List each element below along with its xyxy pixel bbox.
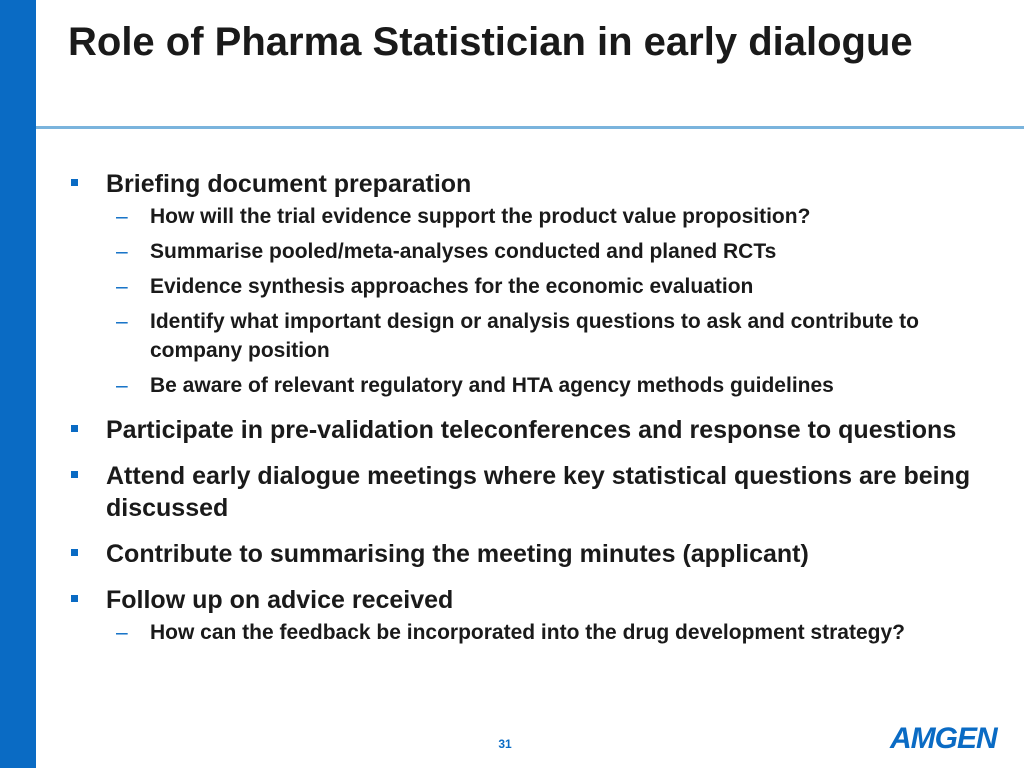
sub-bullet-item	[68, 237, 998, 266]
square-bullet-icon	[71, 549, 78, 556]
bullet-list	[68, 168, 998, 661]
dash-icon: –	[116, 374, 128, 397]
sub-bullet-text: Be aware of relevant regulatory and HTA agency methods guidelines	[150, 374, 834, 397]
dash-icon: –	[116, 275, 128, 298]
sub-bullet-list	[106, 618, 998, 647]
square-bullet-icon	[71, 471, 78, 478]
title-divider	[36, 126, 1024, 129]
sub-bullet-text: How will the trial evidence support the product value proposition?	[150, 205, 811, 228]
bullet-text: Follow up on advice received	[106, 586, 454, 614]
dash-icon: –	[116, 621, 128, 644]
sub-bullet-item	[68, 307, 998, 365]
sub-bullet-item	[68, 202, 998, 231]
bullet-text: Briefing document preparation	[106, 170, 472, 198]
dash-icon: –	[116, 240, 128, 263]
sub-bullet-text: Evidence synthesis approaches for the economic evaluation	[150, 275, 754, 298]
bullet-item	[68, 168, 998, 400]
sub-bullet-text: Summarise pooled/meta-analyses conducted and planed RCTs	[150, 240, 777, 263]
bullet-item	[68, 414, 998, 446]
dash-icon: –	[116, 310, 128, 333]
sub-bullet-text: How can the feedback be incorporated into the drug development strategy?	[150, 621, 905, 644]
square-bullet-icon	[71, 425, 78, 432]
bullet-item	[68, 538, 998, 570]
sub-bullet-item	[68, 272, 998, 301]
sub-bullet-item	[68, 371, 998, 400]
left-accent-bar	[0, 0, 36, 768]
square-bullet-icon	[71, 595, 78, 602]
bullet-text: Contribute to summarising the meeting minutes (applicant)	[106, 540, 809, 568]
sub-bullet-item	[68, 618, 998, 647]
square-bullet-icon	[71, 179, 78, 186]
sub-bullet-list	[106, 202, 998, 400]
slide-title: Role of Pharma Statistician in early dialogue	[68, 20, 913, 64]
dash-icon: –	[116, 205, 128, 228]
sub-bullet-text: Identify what important design or analysis questions to ask and contribute to company position	[150, 310, 919, 362]
bullet-item	[68, 584, 998, 647]
bullet-text: Attend early dialogue meetings where key statistical questions are being discussed	[106, 462, 971, 522]
amgen-logo: AMGEN	[890, 722, 997, 755]
bullet-item	[68, 460, 998, 524]
bullet-text: Participate in pre-validation teleconferences and response to questions	[106, 416, 957, 444]
page-number: 31	[498, 737, 512, 751]
